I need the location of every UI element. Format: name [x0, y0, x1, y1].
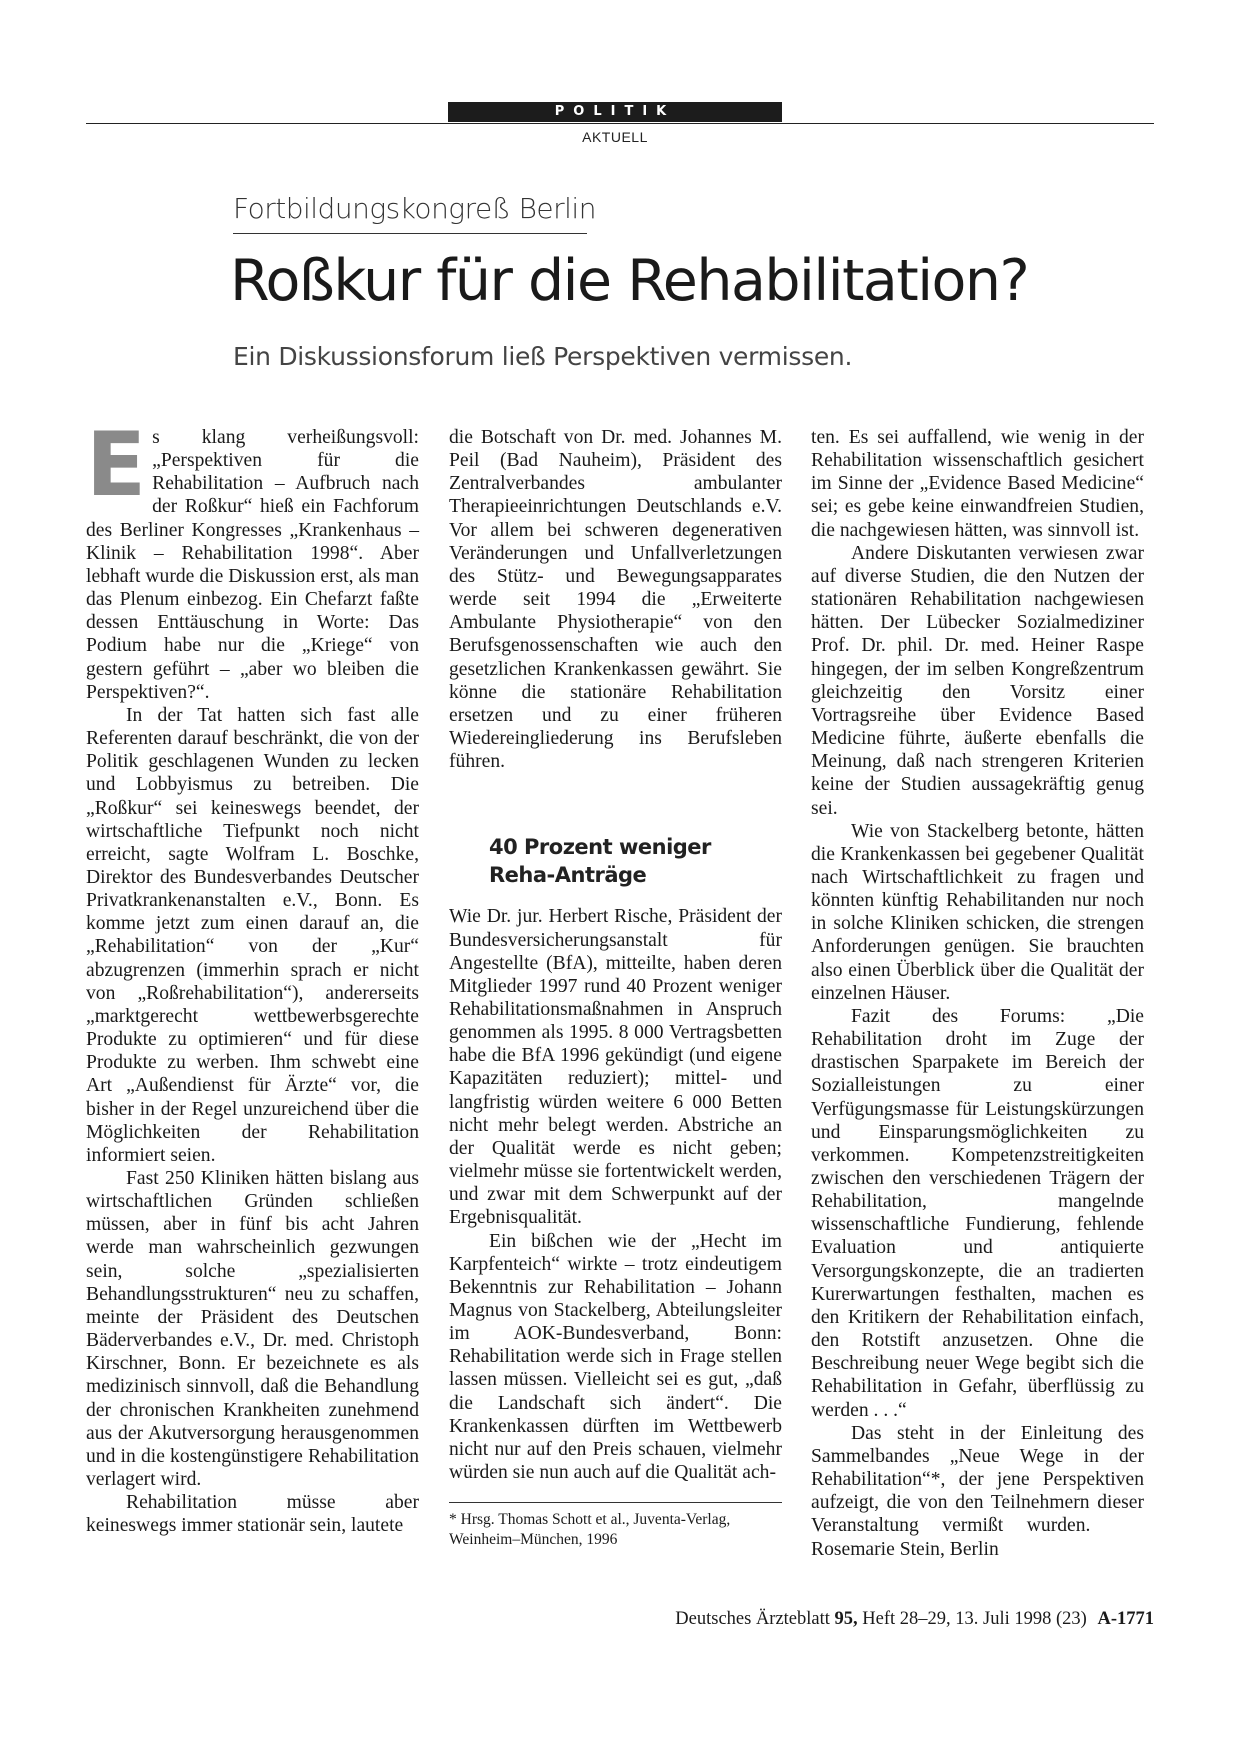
paragraph: Rehabilitation müsse aber keineswegs immer stationär sein, lautete: [86, 1492, 419, 1537]
paragraph: Ein bißchen wie der „Hecht im Karpfenteich“ wirkte – trotz eindeutigem Bekenntnis zur Rehabilitation – Johann Magnus von Stackelberg, Abteilungsleiter im AOK-Bundesverband, Bonn: Rehabilitation werde sich in Frage stellen lassen müssen. Vielleicht sei es gut, „daß die Landschaft sich ändert“. Die Krankenkassen dürften im Wettbewerb nicht nur auf den Preis schauen, vielmehr würden sie nun auch auf die Qualität ach-: [449, 1230, 782, 1484]
page-footer: [560, 1609, 1154, 1630]
kicker-underline: [233, 233, 587, 234]
paragraph-text: Das steht in der Einleitung des Sammelbandes „Neue Wege in der Rehabilitation“*, der jene Perspektiven aufzeigt, die von den Teilnehmern dieser Veranstaltung vermißt wurden.: [811, 1422, 1144, 1537]
paragraph: [86, 413, 419, 704]
paragraph: Wie Dr. jur. Herbert Rische, Präsident der Bundesversicherungsanstalt für Angestellte (BfA), mitteilte, haben deren Mitglieder 1997 rund 40 Prozent weniger Rehabilitationsmaßnahmen in Anspruch genommen als 1995. 8 000 Vertragsbetten habe die BfA 1996 gekündigt (und eigene Kapazitäten reduziert); mittel- und langfristig würden weitere 6 000 Betten nicht mehr belegt werden. Abstriche an der Qualität werde es nicht geben; vielmehr müsse sie fortentwickelt werden, und zwar mit dem Schwerpunkt auf der Ergebnisqualität.: [449, 906, 782, 1229]
page-number: A-1771: [1097, 1609, 1154, 1629]
paragraph: [811, 1422, 1144, 1561]
volume-number: 95,: [834, 1609, 858, 1629]
paragraph: Fast 250 Kliniken hätten bislang aus wirtschaftlichen Gründen schließen müssen, aber in fünf bis acht Jahren werde man wahrscheinlich gezwungen sein, solche „spezialisierten Behandlungsstrukturen“ neu zu schaffen, meinte der Präsident des Deutschen Bäderverbandes e.V., Dr. med. Christoph Kirschner, Bonn. Er bezeichnete es als medizinisch sinnvoll, daß die Behandlung der chronischen Krankheiten zunehmend aus der Akutversorgung herausgenommen und in die kostengünstigere Rehabilitation verlagert wird.: [86, 1168, 419, 1491]
subheading-line: 40 Prozent weniger: [489, 835, 711, 860]
paragraph: Andere Diskutanten verwiesen zwar auf diverse Studien, die den Nutzen der stationären Rehabilitation nachgewiesen hätten. Der Lübecker Sozialmediziner Prof. Dr. phil. Dr. med. Heiner Raspe hingegen, der im selben Kongreßzentrum gleichzeitig den Vorsitz einer Vortragsreihe über Evidence Based Medicine führte, äußerte ebenfalls die Meinung, daß nach strengeren Kriterien keine der Studien aussagekräftig genug sei.: [811, 542, 1144, 819]
paragraph: Fazit des Forums: „Die Rehabilitation droht im Zuge der drastischen Sparpakete im Bereich der Sozialleistungen zu einer Verfügungsmasse für Leistungskürzungen und Einsparungsmöglichkeiten zu verkommen. Kompetenzstreitigkeiten zwischen den verschiedenen Trägern der Rehabilitation, mangelnde wissenschaftliche Fundierung, fehlende Evaluation und antiquierte Versorgungskonzepte, die an tradierten Kurerwartungen festhalten, machen es den Kritikern der Rehabilitation einfach, den Rotstift anzusetzen. Ohne die Beschreibung neuer Wege begibt sich die Rehabilitation in Gefahr, überflüssig zu werden . . .“: [811, 1005, 1144, 1421]
footnote-rule: [449, 1502, 782, 1503]
paragraph: ten. Es sei auffallend, wie wenig in der Rehabilitation wissenschaftlich gesichert im Sinne der „Evidence Based Medicine“ sei; es gebe keine einwandfreien Studien, die nachgewiesen hätten, was sinnvoll ist.: [811, 427, 1144, 541]
author-signature: Rosemarie Stein, Berlin: [811, 1538, 999, 1560]
paragraph: In der Tat hatten sich fast alle Referenten darauf beschränkt, die von der Politik geschlagenen Wunden zu lecken und Lobbyismus zu betreiben. Die „Roßkur“ sei keineswegs beendet, der wirtschaftliche Tiefpunkt noch nicht erreicht, sagte Wolfram L. Boschke, Direktor des Bundesverbandes Deutscher Privatkrankenanstalten e.V., Bonn. Es komme jetzt zum einen darauf an, die „Rehabilitation“ von der „Kur“ abzugrenzen (immerhin sprach er nicht von „Roßrehabilitation“), andererseits „marktgerecht wettbewerbsgerechte Produkte zu optimieren“ und für diese Produkte zu werben. Ihm schwebt eine Art „Außendienst für Ärzte“ vor, die bisher in der Regel unzureichend über die Möglichkeiten der Rehabilitation informiert seien.: [86, 704, 419, 1166]
footnote: * Hrsg. Thomas Schott et al., Juventa-Verlag, Weinheim–München, 1996: [449, 1511, 731, 1549]
section-label: POLITIK: [448, 102, 782, 122]
journal-name: Deutsches Ärzteblatt: [675, 1609, 830, 1629]
subsection-label: AKTUELL: [582, 129, 648, 145]
article-kicker: Fortbildungskongreß Berlin: [233, 192, 596, 225]
section-subheading: [489, 833, 782, 889]
issue-info: Heft 28–29, 13. Juli 1998 (23): [862, 1609, 1087, 1629]
paragraph: die Botschaft von Dr. med. Johannes M. Peil (Bad Nauheim), Präsident des Zentralverbandes ambulanter Therapieeinrichtungen Deutschlands e.V. Vor allem bei schweren degenerativen Veränderungen und Unfallverletzungen des Stütz- und Bewegungsapparates werde seit 1994 die „Erweiterte Ambulante Physiotherapie“ von den Berufsgenossenschaften wie auch den gesetzlichen Krankenkassen gewährt. Sie könne die stationäre Rehabilitation ersetzen und zu einer früheren Wiedereingliederung ins Berufsleben führen.: [449, 427, 782, 773]
header-rule: [86, 123, 1154, 124]
article-title: Roßkur für die Rehabilitation?: [230, 248, 1029, 314]
article-subtitle: Ein Diskussionsforum ließ Perspektiven vermissen.: [233, 342, 853, 371]
subheading-line: Reha-Anträge: [489, 863, 647, 888]
column-1: [86, 413, 419, 1538]
paragraph: Wie von Stackelberg betonte, hätten die Krankenkassen bei gegebener Qualität nach Wirtschaftlichkeit zu fragen und könnten künftig Rehabilitanden nur noch in solche Kliniken schicken, die strengen Anforderungen genügen. Sie brauchten also einen Überblick über die Qualität der einzelnen Häuser.: [811, 820, 1144, 1004]
drop-cap: E: [86, 413, 147, 516]
column-2: [449, 426, 782, 1550]
paragraph-text: s klang verheißungsvoll: „Perspektiven für die Rehabilitation – Aufbruch nach der Roßkur“ hieß ein Fachforum des Berliner Kongresses „Krankenhaus – Klinik – Rehabilitation 1998“. Aber lebhaft wurde die Diskussion erst, als man das Plenum einbezog. Ein Chefarzt faßte dessen Enttäuschung in Worte: Das Podium habe nur die „Kriege“ von gestern geführt – „aber wo bleiben die Perspektiven?“.: [86, 427, 419, 703]
column-3: [811, 426, 1144, 1561]
